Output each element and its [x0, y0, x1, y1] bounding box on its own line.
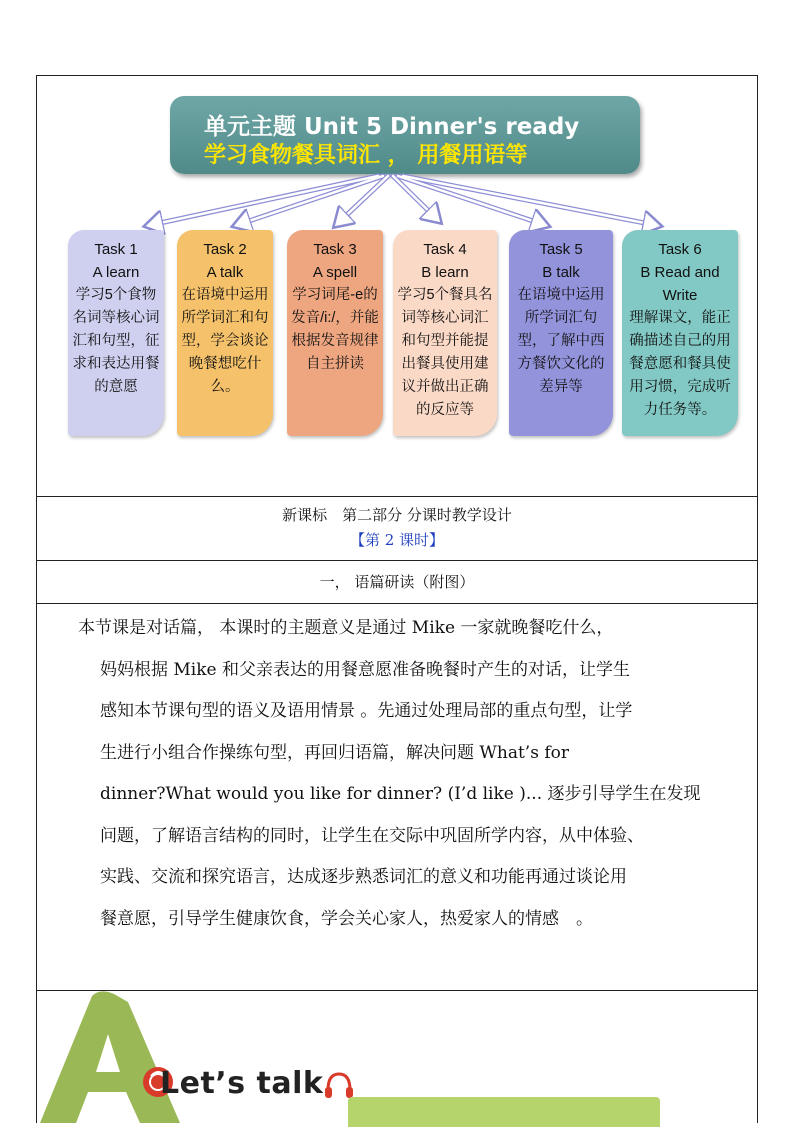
- paragraph-line: dinner?What would you like for dinner? (I’d like )... 逐步引导学生在发现: [100, 784, 701, 804]
- paragraph-line: 本节课是对话篇， 本课时的主题意义是通过 Mike 一家就晚餐吃什么，: [78, 618, 614, 638]
- section-heading: 新课标 第二部分 分课时教学设计: [282, 506, 512, 524]
- task-description: 在语境中运用所学词汇和句型，学会谈论晚餐想吃什么。: [181, 287, 269, 395]
- task-title: Task 6: [658, 241, 702, 258]
- paragraph-line: 问题，了解语言结构的同时，让学生在交际中巩固所学内容，从中体验、: [100, 825, 644, 846]
- letter-a-graphic: [30, 988, 200, 1123]
- lesson-number: 【第 2 课时】: [349, 531, 445, 549]
- task-card-2: [177, 230, 273, 436]
- task-title: Task 2: [203, 241, 247, 258]
- task-title: Task 5: [539, 241, 583, 258]
- task-description: 学习词尾-e的发音/i:/，并能根据发音规律自主拼读: [291, 287, 379, 372]
- paragraph-line: 感知本节课句型的语义及语用情景 。先通过处理局部的重点句型，让学: [100, 701, 633, 721]
- task-card-1: [68, 230, 164, 436]
- discourse-analysis-paragraph: [78, 608, 758, 940]
- task-card-3: [287, 230, 383, 436]
- task-card-5: [509, 230, 613, 436]
- banner-subtitle: 学习食物餐具词汇 ， 用餐用语等: [204, 143, 528, 168]
- task-subtitle: A spell: [312, 264, 358, 281]
- task-card-4: [393, 230, 497, 436]
- task-subtitle: B talk: [542, 264, 580, 281]
- task-card-6: [622, 230, 738, 436]
- task-title: Task 4: [423, 241, 467, 258]
- task-subtitle: A talk: [206, 264, 244, 281]
- paragraph-line: 生进行小组合作操练句型，再回归语篇，解决问题 What’s for: [100, 742, 569, 763]
- paragraph-line: 实践、交流和探究语言，达成逐步熟悉词汇的意义和功能再通过谈论用: [100, 867, 627, 887]
- connector-arrows: [0, 0, 794, 260]
- task-description: 理解课文，能正确描述自己的用餐意愿和餐具使用习惯，完成听力任务等。: [629, 310, 731, 418]
- banner-title: 单元主题 Unit 5 Dinner's ready: [204, 114, 580, 140]
- table-divider: [36, 603, 758, 604]
- task-subtitle: B Read and Write: [640, 264, 720, 304]
- task-title: Task 1: [94, 241, 138, 258]
- section-subheading: 一， 语篇研读（附图）: [319, 573, 475, 591]
- task-subtitle: B learn: [421, 264, 469, 281]
- task-title: Task 3: [313, 241, 357, 258]
- task-description: 学习5个食物名词等核心词汇和句型，征求和表达用餐的意愿: [72, 287, 160, 395]
- table-divider: [36, 496, 758, 497]
- paragraph-line: 妈妈根据 Mike 和父亲表达的用餐意愿准备晚餐时产生的对话，让学生: [100, 659, 631, 680]
- table-divider: [36, 560, 758, 561]
- task-description: 学习5个餐具名词等核心词汇和句型并能提出餐具使用建议并做出正确的反应等: [397, 287, 493, 418]
- task-subtitle: A learn: [92, 264, 140, 281]
- lets-talk-label: Let’s talk: [160, 1066, 324, 1101]
- task-description: 在语境中运用所学词汇句型，了解中西方餐饮文化的差异等: [517, 287, 605, 395]
- paragraph-line: 餐意愿，引导学生健康饮食，学会关心家人，热爱家人的情感 。: [100, 908, 593, 929]
